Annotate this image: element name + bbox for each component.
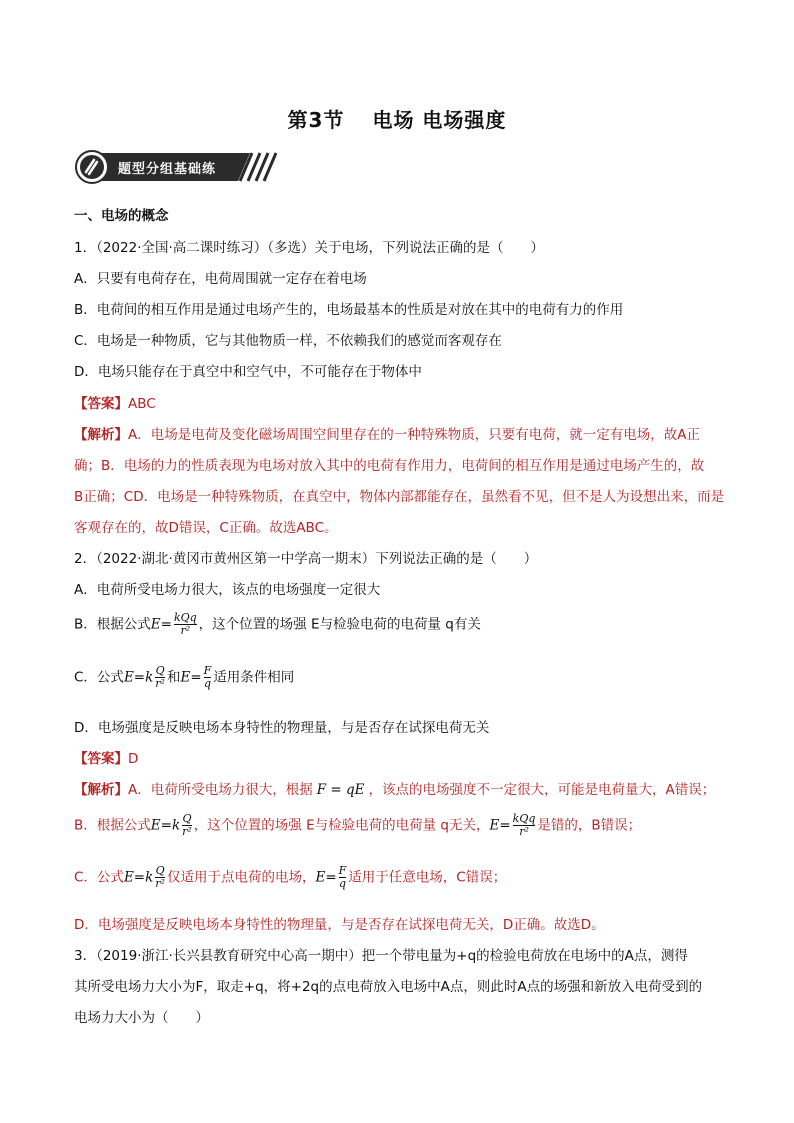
fraction-numerator: Q (182, 812, 192, 825)
analysis-tag: 【解析】 (74, 782, 128, 798)
fraction-denominator: r² (182, 825, 192, 838)
analysis-text: C．公式 (74, 869, 124, 886)
formula-e: E (150, 817, 161, 834)
option-c-prefix: C．公式 (74, 669, 124, 686)
fraction-q-r2 (155, 865, 165, 890)
option-b-prefix: B．根据公式 (74, 616, 151, 633)
option-c-middle: 和 (166, 669, 181, 686)
fraction-numerator: F (203, 664, 212, 677)
question-1-option-a: A．只要有电荷存在，电荷周围就一定存在着电场 (74, 271, 367, 287)
question-1-analysis-line-3: B正确；CD．电场是一种特殊物质，在真空中，物体内部都能存在，虽然看不见，但不是人为设想出来，而是 (74, 489, 725, 505)
question-1-option-b: B．电荷间的相互作用是通过电场产生的，电场最基本的性质是对放在其中的电荷有力的作用 (74, 302, 624, 318)
question-2-option-d: D．电场强度是反映电场本身特性的物理量，与是否存在试探电荷无关 (74, 720, 490, 736)
formula-eq: = (190, 669, 202, 686)
section-heading: 一、电场的概念 (74, 208, 169, 224)
question-3-stem-line-1: 3．（2019·浙江·长兴县教育研究中心高一期中）把一个带电量为+q的检验电荷放在电场中的A点，测得 (74, 948, 688, 964)
analysis-text: 适用于任意电场，C错误； (348, 869, 507, 886)
fraction-denominator: r² (155, 877, 165, 890)
question-1-stem: 1．（2022·全国·高二课时练习）（多选）关于电场，下列说法正确的是（ ） (74, 240, 545, 256)
formula-e: E (123, 869, 134, 886)
formula-e: E (150, 616, 161, 633)
banner-label: 题型分组基础练 (118, 162, 217, 177)
option-b-suffix: ，这个位置的场强 E与检验电荷的电荷量 q有关 (198, 616, 481, 633)
analysis-text: ，这个位置的场强 E与检验电荷的电荷量 q无关， (193, 817, 490, 834)
analysis-text: B．根据公式 (74, 817, 151, 834)
question-1-option-c: C．电场是一种物质，它与其他物质一样，不依赖我们的感觉而客观存在 (74, 333, 502, 349)
formula-e: E (180, 669, 191, 686)
formula-e: E (123, 669, 134, 686)
formula-k: k (171, 817, 181, 834)
fraction-numerator: kQq (173, 611, 197, 624)
analysis-tag: 【解析】 (74, 427, 128, 443)
question-2-analysis-line-1 (74, 781, 715, 799)
option-c-suffix: 适用条件相同 (213, 669, 295, 686)
question-2-answer (74, 750, 138, 768)
fraction-f-q (204, 665, 212, 690)
question-2-analysis-line-3 (74, 865, 506, 890)
formula-eq: = (160, 616, 172, 633)
section-banner (74, 150, 284, 184)
fraction-f-q (339, 865, 347, 890)
formula-eq: = (133, 869, 146, 886)
formula-e: E (489, 817, 500, 834)
question-2-stem: 2．（2022·湖北·黄冈市黄州区第一中学高一期末）下列说法正确的是（ ） (74, 551, 538, 567)
question-2-analysis-line-2 (74, 813, 641, 838)
formula-eq: = (160, 817, 172, 834)
fraction-denominator: r² (155, 677, 165, 690)
fraction-kqq-r2 (174, 612, 197, 637)
formula-f-qe: F = qE (316, 782, 365, 798)
question-3-stem-line-3: 电场力大小为（ ） (74, 1010, 209, 1026)
section-topic: 电场 电场强度 (372, 108, 507, 132)
question-2-option-a: A．电荷所受电场力很大，该点的电场强度一定很大 (74, 582, 381, 598)
analysis-text: 是错的，B错误； (537, 817, 642, 834)
fraction-numerator: Q (155, 864, 165, 877)
question-2-option-b (74, 612, 481, 637)
fraction-numerator: Q (155, 664, 165, 677)
fraction-numerator: kQq (512, 812, 536, 825)
fraction-q-r2 (182, 813, 192, 838)
formula-e: E (315, 869, 326, 886)
fraction-kqq-r2 (513, 813, 536, 838)
fraction-q-r2 (155, 665, 165, 690)
formula-eq: = (133, 669, 146, 686)
formula-k: k (145, 669, 154, 686)
analysis-text: A．电荷所受电场力很大，根据 (128, 782, 313, 798)
analysis-text: 仅适用于点电荷的电场， (166, 869, 316, 886)
answer-tag: 【答案】 (74, 396, 128, 412)
answer-tag: 【答案】 (74, 751, 128, 767)
question-1-option-d: D．电场只能存在于真空中和空气中，不可能存在于物体中 (74, 364, 422, 380)
formula-eq: = (325, 869, 337, 886)
page-title (0, 104, 794, 133)
fraction-numerator: F (338, 864, 347, 877)
question-2-analysis-line-4: D．电场强度是反映电场本身特性的物理量，与是否存在试探电荷无关，D正确。故选D。 (74, 917, 605, 933)
question-1-analysis-line-1 (74, 426, 700, 444)
section-number: 第3节 (287, 108, 345, 132)
fraction-denominator: q (338, 877, 346, 890)
question-1-analysis-line-2: 确；B．电场的力的性质表现为电场对放入其中的电荷有作用力，电荷间的相互作用是通过电场产生的，故 (74, 458, 705, 474)
answer-value: ABC (128, 396, 156, 412)
question-1-answer (74, 395, 156, 413)
analysis-text: A．电场是电荷及变化磁场周围空间里存在的一种特殊物质，只要有电荷，就一定有电场，故A正 (128, 427, 700, 443)
formula-eq: = (499, 817, 511, 834)
fraction-denominator: r² (180, 624, 191, 637)
question-2-option-c (74, 665, 294, 690)
answer-value: D (128, 751, 139, 767)
fraction-denominator: r² (519, 825, 529, 838)
question-1-analysis-line-4: 客观存在的，故D错误，C正确。故选ABC。 (74, 520, 338, 536)
formula-k: k (145, 869, 154, 886)
fraction-denominator: q (203, 677, 211, 690)
analysis-text: ，该点的电场强度不一定很大，可能是电荷量大，A错误； (368, 782, 716, 798)
question-3-stem-line-2: 其所受电场力大小为F，取走+q，将+2q的点电荷放入电场中A点，则此时A点的场强和新放入电荷受到的 (74, 979, 703, 995)
